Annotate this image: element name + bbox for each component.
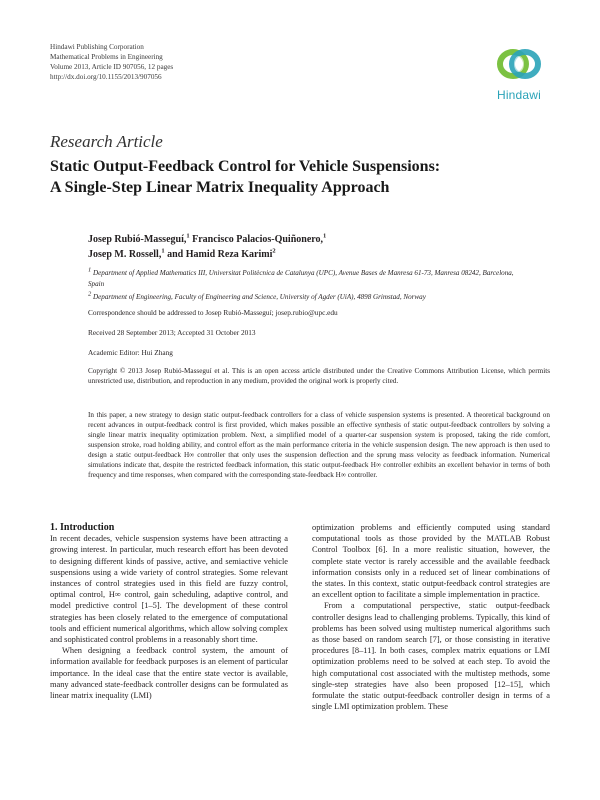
title-line-1: Static Output-Feedback Control for Vehicle Suspensions: bbox=[50, 158, 441, 175]
body-column-left bbox=[50, 522, 288, 701]
affiliation-sup: 2 bbox=[88, 290, 92, 298]
body-paragraph: From a computational perspective, static output-feedback controller designs lead to challenging problems. Typically, this kind of problems has been solved using multistep numerical algorithms such as those based on random search [7], or those consisting in iterative procedures [8–11]. In both cases, complex matrix equations or LMI optimization problems need to be solved at each step. To avoid the high computational cost associated with the multistep methods, some single-step strategies have also been proposed [12–15], which formulate the static output-feedback controller design in terms of a single LMI optimization problem. These bbox=[312, 601, 550, 712]
author-list bbox=[88, 232, 528, 262]
author-affil-sup: 1 bbox=[161, 247, 165, 255]
author-affil-sup: 1 bbox=[186, 232, 190, 240]
hindawi-logo-icon bbox=[488, 40, 550, 88]
correspondence: Correspondence should be addressed to Josep Rubió-Masseguí; josep.rubio@upc.edu bbox=[88, 308, 338, 317]
author-name: Francisco Palacios-Quiñonero, bbox=[192, 234, 324, 245]
body-column-right bbox=[312, 522, 550, 712]
author-name: Josep M. Rossell, bbox=[88, 249, 162, 260]
copyright-notice: Copyright © 2013 Josep Rubió-Masseguí et al. This is an open access article distributed under the Creative Commons Attribution License, which permits unrestricted use, distribution, and reproduction in any medium, provided the original work is properly cited. bbox=[88, 367, 550, 385]
academic-editor: Academic Editor: Hui Zhang bbox=[88, 348, 173, 357]
affiliation-item bbox=[88, 268, 528, 289]
affiliation-sup: 1 bbox=[88, 266, 92, 274]
publisher-info bbox=[50, 42, 350, 82]
body-paragraph: When designing a feedback control system, the amount of information available for feedback purposes is an element of particular importance. In the ideal case that the entire state vector is available, many advanced state-feedback controller designs can be formulated as linear matrix inequality (LMI) bbox=[50, 646, 288, 701]
body-paragraph: optimization problems and efficiently computed using standard computational tools as those provided by the MATLAB Robust Control Toolbox [6]. In a more realistic situation, however, the complete state vector is rarely accessible and the available feedback information consists only in a reduced set of linear combinations of the states. In this context, static output-feedback control strategies are an excellent option to facilitate a simple implementation in practice. bbox=[312, 523, 550, 600]
publisher-name: Hindawi Publishing Corporation bbox=[50, 43, 144, 51]
hindawi-logo bbox=[488, 40, 550, 106]
paper-title bbox=[50, 156, 550, 198]
logo-text: Hindawi bbox=[496, 88, 542, 102]
affiliation-item bbox=[88, 292, 528, 303]
body-paragraph: In recent decades, vehicle suspension systems have been attracting a growing interest. In particular, much research effort has been devoted to designing different kinds of passive, active, and semiactive vehicle suspensions using a wide variety of control strategies. Some relevant instances of control strategies used in this field are fuzzy control, optimal control, H∞ control, gain scheduling, adaptive control, and model predictive control [1–5]. The development of these control strategies has been closely related to the emergence of computational tools and efficient numerical algorithms, which allow solving complex and sophisticated control problems in a reasonably short time. bbox=[50, 534, 288, 645]
author-affil-sup: 1 bbox=[323, 232, 327, 240]
doi-link[interactable]: http://dx.doi.org/10.1155/2013/907056 bbox=[50, 73, 162, 81]
affiliations bbox=[88, 268, 528, 306]
author-name: Josep Rubió-Masseguí, bbox=[88, 234, 187, 245]
affiliation-text: Department of Engineering, Faculty of Engineering and Science, University of Agder (UiA), 4898 Grimstad, Norway bbox=[93, 293, 426, 301]
article-type: Research Article bbox=[50, 132, 163, 151]
author-name: and Hamid Reza Karimi bbox=[167, 249, 273, 260]
affiliation-text: Department of Applied Mathematics III, Universitat Politècnica de Catalunya (UPC), Avenue Bases de Manresa 61-73, Manresa 08242, Barcelona, Spain bbox=[88, 269, 514, 288]
title-line-2: A Single-Step Linear Matrix Inequality Approach bbox=[50, 179, 390, 196]
abstract: In this paper, a new strategy to design static output-feedback controllers for a class of vehicle suspension systems is presented. A theoretical background on recent advances in output-feedback control is first provided, which makes possible an effective synthesis of static output-feedback controllers by solving a single linear matrix inequality optimization problem. Next, a simplified model of a quarter-car suspension system is proposed, taking the ride comfort, suspension stroke, road holding ability, and control effort as the main performance criteria in the vehicle suspension design. The new approach is then used to design a static output-feedback H∞ controller that only uses the suspension deflection and the sprung mass velocity as feedback information. Numerical simulations indicate that, despite the restricted feedback information, this static output-feedback H∞ controller exhibits an excellent behavior in terms of both frequency and time responses, when compared with the corresponding state-feedback H∞ controller. bbox=[88, 411, 550, 479]
volume-info: Volume 2013, Article ID 907056, 12 pages bbox=[50, 63, 174, 71]
section-heading: 1. Introduction bbox=[50, 522, 115, 533]
journal-name: Mathematical Problems in Engineering bbox=[50, 53, 163, 61]
received-accepted-dates: Received 28 September 2013; Accepted 31 October 2013 bbox=[88, 328, 256, 337]
author-affil-sup: 2 bbox=[272, 247, 276, 255]
